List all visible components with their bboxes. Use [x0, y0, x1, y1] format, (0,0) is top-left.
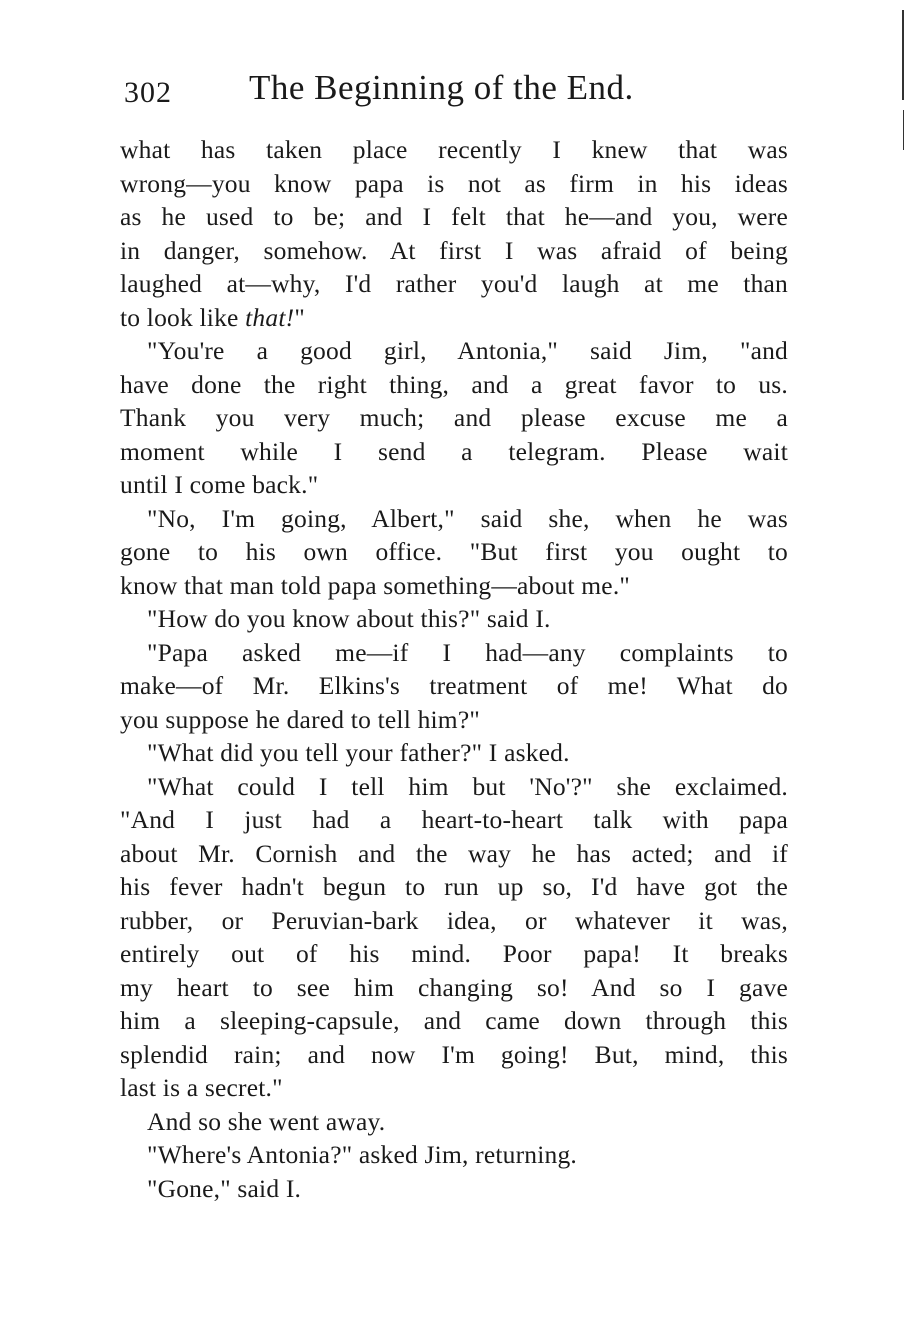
text-line: to look like that!"	[120, 302, 305, 332]
text-line: make—of Mr. Elkins's treatment of me! What do	[120, 671, 788, 700]
text-line: moment while I send a telegram. Please wait	[120, 436, 788, 466]
text-line: rubber, or Peruvian-bark idea, or whatever it was,	[120, 905, 788, 935]
text-line: laughed at—why, I'd rather you'd laugh at me than	[120, 269, 788, 298]
text-line: as he used to be; and I felt that he—and you, were	[120, 202, 788, 231]
text-line: "Gone," said I.	[147, 1173, 302, 1203]
scan-edge-mark	[903, 110, 904, 150]
text-line: "Papa asked me—if I had—any complaints to	[147, 637, 788, 667]
text-line: have done the right thing, and a great favor to us.	[120, 369, 788, 399]
text-line: And so she went away.	[147, 1106, 386, 1136]
text-line: him a sleeping-capsule, and came down through this	[120, 1006, 788, 1035]
body-text	[120, 133, 788, 1205]
text-line: entirely out of his mind. Poor papa! It breaks	[120, 939, 788, 968]
text-line: about Mr. Cornish and the way he has acted; and if	[120, 838, 788, 868]
text-line: "How do you know about this?" said I.	[147, 604, 551, 633]
text-line: "No, I'm going, Albert," said she, when he was	[147, 503, 788, 533]
text-line: what has taken place recently I knew that was	[120, 135, 788, 164]
text-line: gone to his own office. "But first you ought to	[120, 537, 788, 566]
text-line: until I come back."	[120, 470, 319, 499]
running-head: The Beginning of the End.	[249, 68, 634, 107]
text-line: know that man told papa something—about me."	[120, 570, 630, 600]
text-line: "What did you tell your father?" I asked.	[147, 738, 570, 767]
text-line: splendid rain; and now I'm going! But, mind, this	[120, 1039, 788, 1069]
text-line: "What could I tell him but 'No'?" she exclaimed.	[147, 771, 788, 801]
text-line: in danger, somehow. At first I was afraid of being	[120, 235, 788, 265]
text-line: last is a secret."	[120, 1073, 283, 1102]
text-line: my heart to see him changing so! And so I gave	[120, 972, 788, 1002]
text-line: his fever hadn't begun to run up so, I'd have got the	[120, 872, 788, 901]
text-line: you suppose he dared to tell him?"	[120, 704, 480, 734]
scan-edge-mark	[902, 10, 904, 100]
text-line: "You're a good girl, Antonia," said Jim, "and	[147, 336, 788, 365]
text-line: "Where's Antonia?" asked Jim, returning.	[147, 1140, 577, 1169]
text-line: wrong—you know papa is not as firm in his ideas	[120, 168, 788, 198]
text-line: Thank you very much; and please excuse me a	[120, 403, 788, 432]
text-line: "And I just had a heart-to-heart talk with papa	[120, 805, 788, 834]
page-header	[124, 64, 669, 114]
page-number: 302	[124, 76, 172, 109]
